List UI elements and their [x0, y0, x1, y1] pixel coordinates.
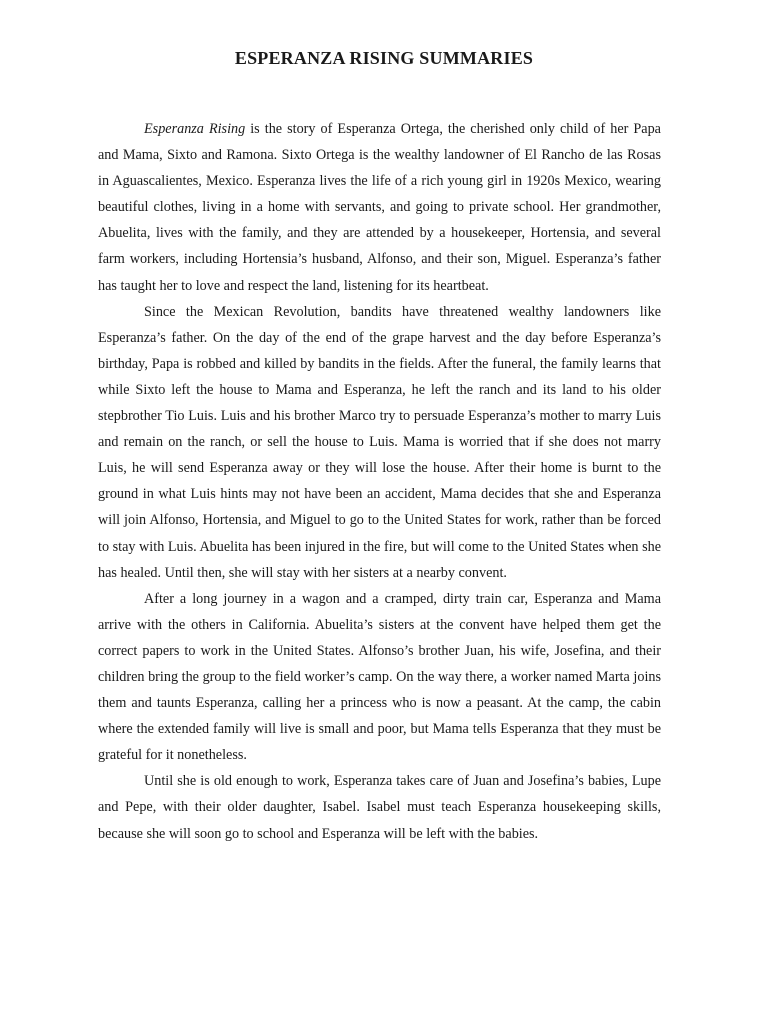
document-body [98, 116, 661, 847]
paragraph-3: After a long journey in a wagon and a cramped, dirty train car, Esperanza and Mama arrive with the others in California. Abuelita’s sisters at the convent have helped them get the correct papers to work in the United States. Alfonso’s brother Juan, his wife, Josefina, and their children bring the group to the field worker’s camp. On the way there, a worker named Marta joins them and taunts Esperanza, calling her a princess who is now a peasant. At the camp, the cabin where the extended family will live is small and poor, but Mama tells Esperanza that they must be grateful for it nonetheless. [98, 590, 661, 764]
paragraph-4: Until she is old enough to work, Esperanza takes care of Juan and Josefina’s babies, Lupe and Pepe, with their older daughter, Isabel. Isabel must teach Esperanza housekeeping skills, because she will soon go to school and Esperanza will be left with the babies. [98, 773, 661, 842]
document-title: ESPERANZA RISING SUMMARIES [234, 48, 534, 68]
paragraph-2: Since the Mexican Revolution, bandits have threatened wealthy landowners like Esperanza’s father. On the day of the end of the grape harvest and the day before Esperanza’s birthday, Papa is robbed and killed by bandits in the fields. After the funeral, the family learns that while Sixto left the house to Mama and Esperanza, he left the ranch and its land to his older stepbrother Tio Luis. Luis and his brother Marco try to persuade Esperanza’s mother to marry Luis and remain on the ranch, or sell the house to Luis. Mama is worried that if she does not marry Luis, he will send Esperanza away or they will lose the house. After their home is burnt to the ground in what Luis hints may not have been an accident, Mama decides that she and Esperanza will join Alfonso, Hortensia, and Miguel to go to the United States for work, rather than be forced to stay with Luis. Abuelita has been injured in the fire, but will come to the United States when she has healed. Until then, she will stay with her sisters at a nearby convent. [98, 303, 661, 581]
paragraph-1 [98, 116, 661, 299]
book-title-italic: Esperanza Rising [144, 121, 246, 137]
paragraph-1-text: is the story of Esperanza Ortega, the cherished only child of her Papa and Mama, Sixto and Ramona. Sixto Ortega is the wealthy landowner of El Rancho de las Rosas in Aguascalientes, Mexico. Esperanza lives the life of a rich young girl in 1920s Mexico, wearing beautiful clothes, living in a home with servants, and going to private school. Her grandmother, Abuelita, lives with the family, and they are attended by a housekeeper, Hortensia, and several farm workers, including Hortensia’s husband, Alfonso, and their son, Miguel. Esperanza’s father has taught her to love and respect the land, listening for its heartbeat. [98, 121, 661, 294]
